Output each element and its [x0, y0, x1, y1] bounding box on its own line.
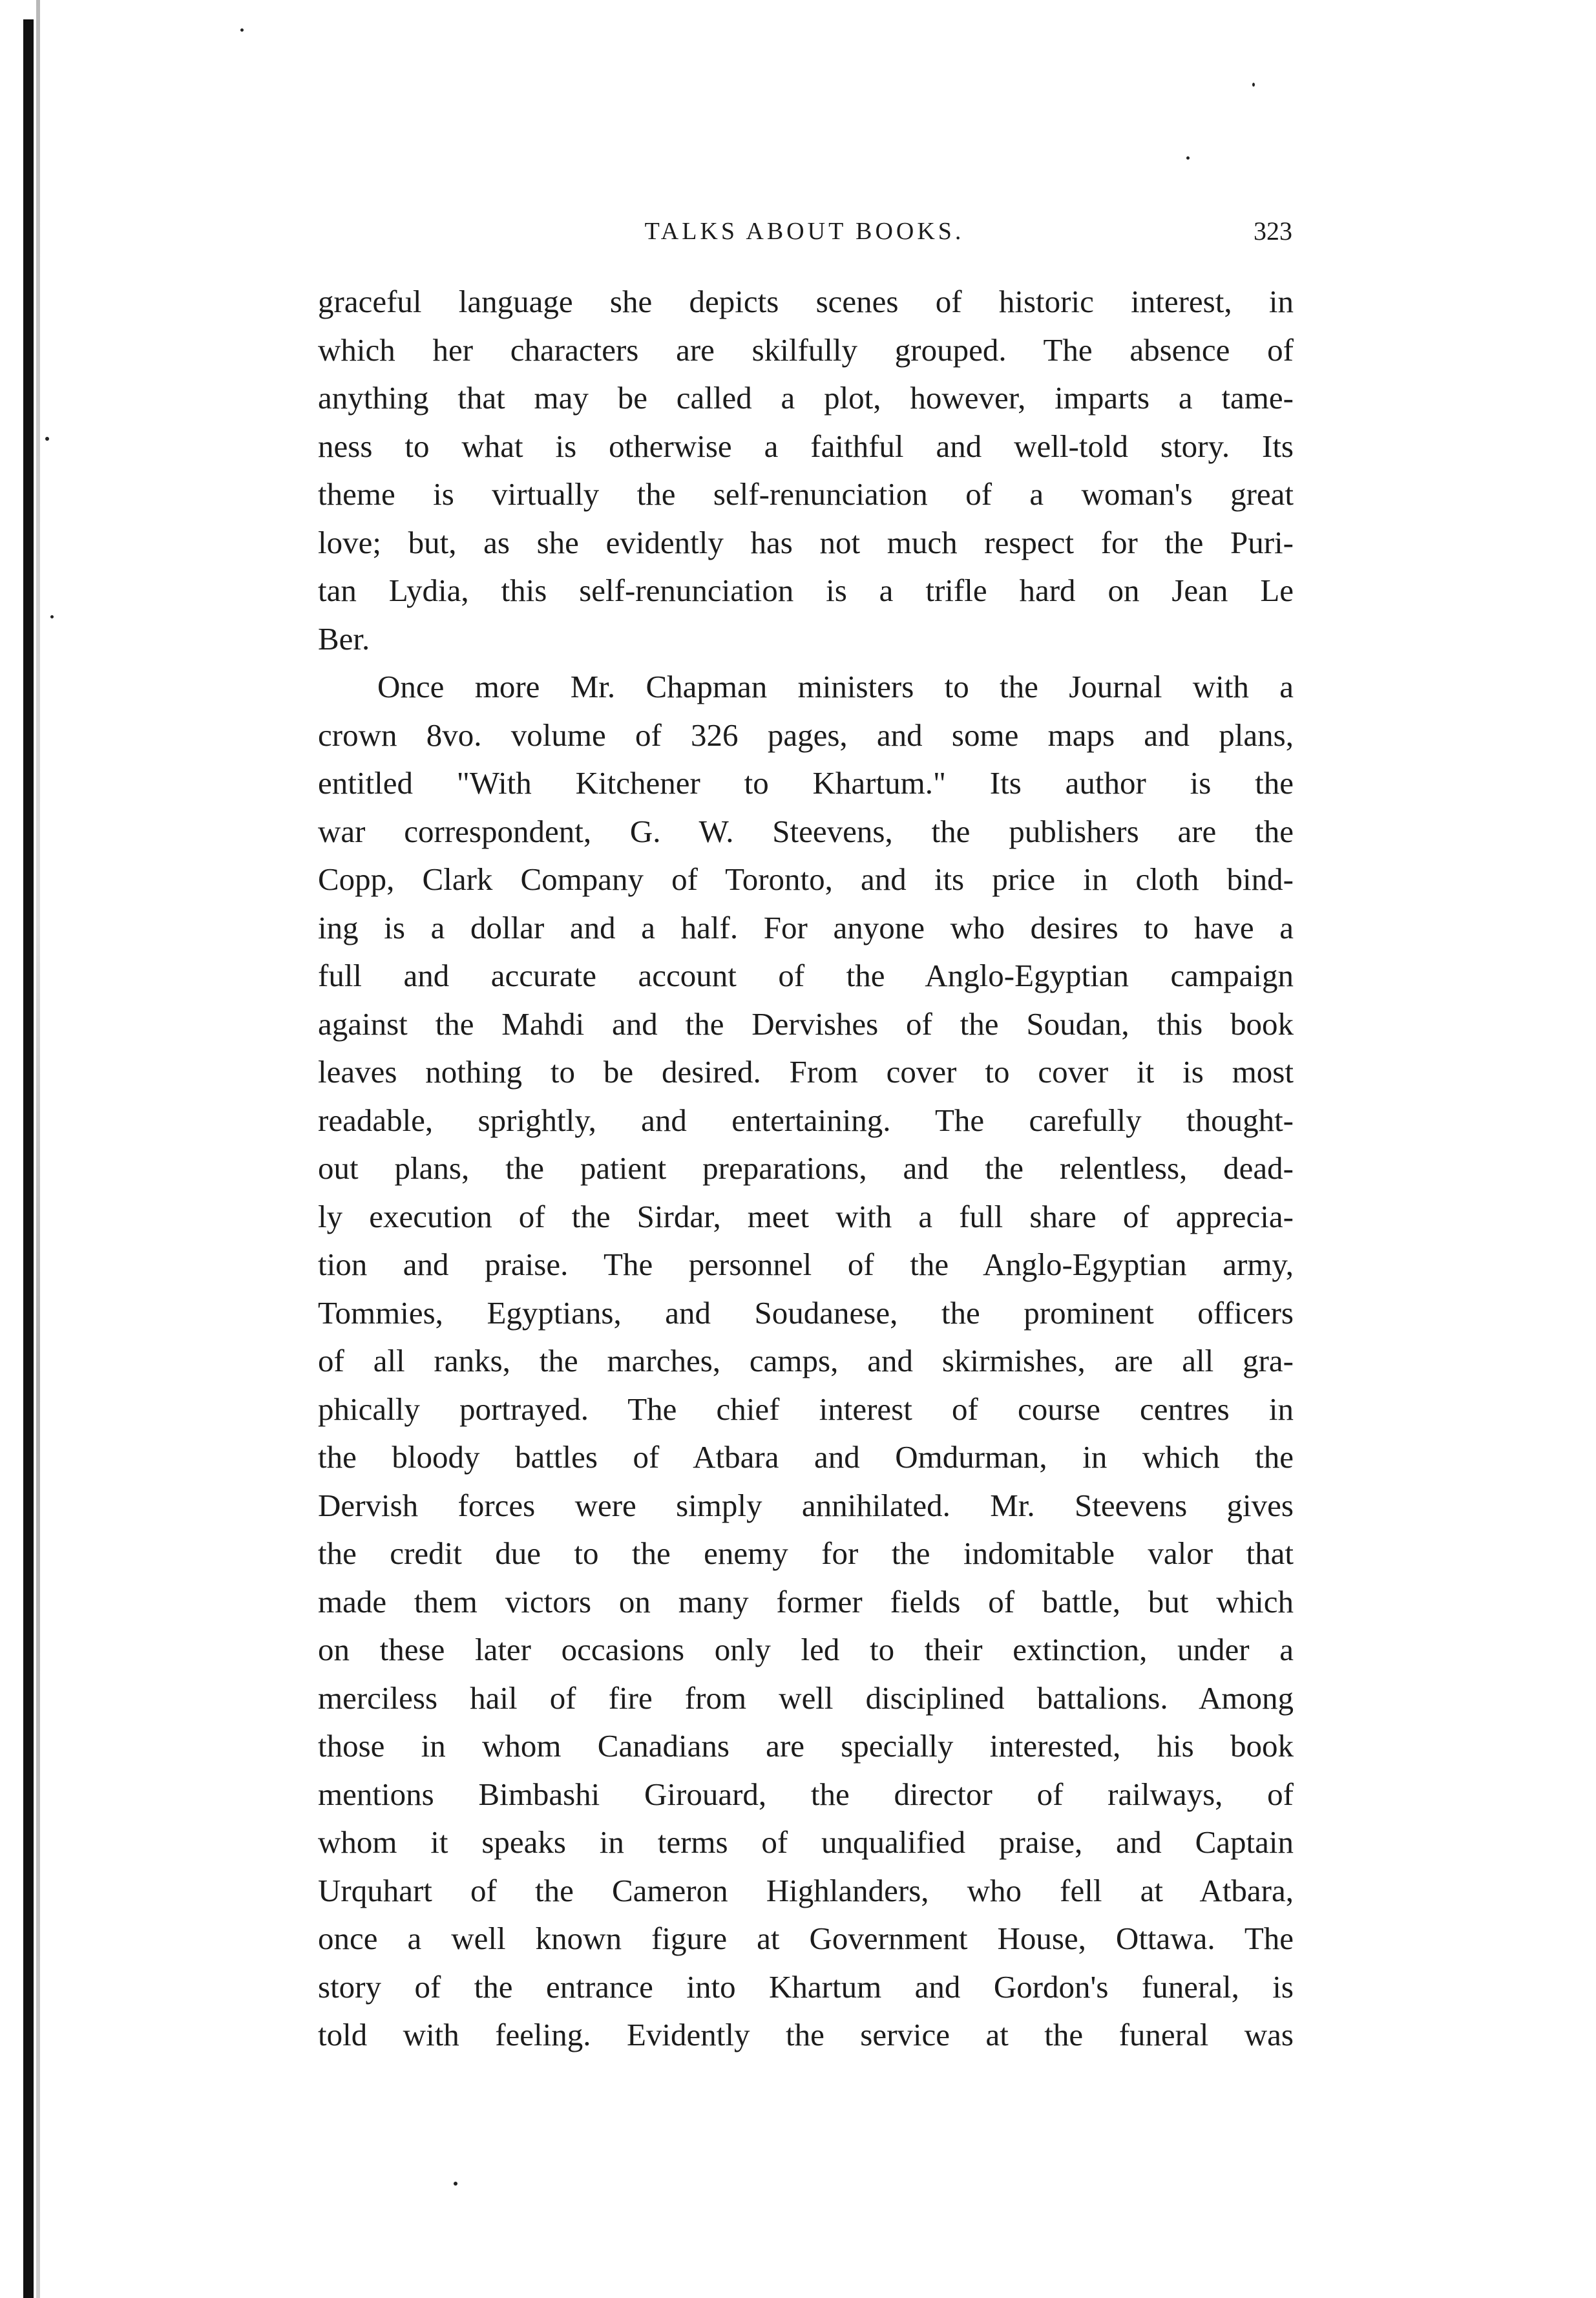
text-line: made them victors on many former fields of battle, but which	[318, 1583, 1294, 1619]
text-line: anything that may be called a plot, however, imparts a tame-	[318, 380, 1294, 416]
text-line: those in whom Canadians are specially interested, his book	[318, 1728, 1294, 1764]
text-line: the bloody battles of Atbara and Omdurman, in which the	[318, 1439, 1294, 1475]
text-line: whom it speaks in terms of unqualified praise, and Captain	[318, 1824, 1294, 1860]
speck-mark	[1252, 83, 1255, 87]
text-line: Copp, Clark Company of Toronto, and its price in cloth bind-	[318, 861, 1294, 897]
paragraph-end-line: Ber.	[318, 620, 370, 657]
text-line: which her characters are skilfully grouped. The absence of	[318, 332, 1294, 368]
text-line: war correspondent, G. W. Steevens, the publishers are the	[318, 813, 1294, 849]
text-line: phically portrayed. The chief interest of course centres in	[318, 1391, 1294, 1427]
text-line: ly execution of the Sirdar, meet with a full share of apprecia-	[318, 1198, 1294, 1234]
text-line: graceful language she depicts scenes of historic interest, in	[318, 284, 1294, 319]
running-title: TALKS ABOUT BOOKS.	[644, 218, 965, 245]
text-line: story of the entrance into Khartum and Gordon's funeral, is	[318, 1968, 1294, 2005]
text-line: against the Mahdi and the Dervishes of the Soudan, this book	[318, 1006, 1294, 1042]
binding-shadow	[36, 0, 40, 2298]
text-line: once a well known figure at Government House, Ottawa. The	[318, 1921, 1294, 1956]
text-line: mentions Bimbashi Girouard, the director of railways, of	[318, 1776, 1294, 1812]
text-line: told with feeling. Evidently the service at the funeral was	[318, 2017, 1294, 2052]
text-line: theme is virtually the self-renunciation of a woman's great	[318, 476, 1294, 512]
text-line: love; but, as she evidently has not much respect for the Puri-	[318, 524, 1294, 560]
text-line: on these later occasions only led to their extinction, under a	[318, 1632, 1294, 1667]
text-line: the credit due to the enemy for the indomitable valor that	[318, 1535, 1294, 1571]
text-line: tan Lydia, this self-renunciation is a trifle hard on Jean Le	[318, 573, 1294, 608]
paragraph-start-line: Once more Mr. Chapman ministers to the Journal with a	[377, 669, 1294, 704]
text-line: entitled "With Kitchener to Khartum." Its author is the	[318, 765, 1294, 801]
speck-mark	[45, 437, 49, 441]
speck-mark	[240, 28, 244, 32]
text-line: ing is a dollar and a half. For anyone who desires to have a	[318, 909, 1294, 945]
text-line: Tommies, Egyptians, and Soudanese, the prominent officers	[318, 1294, 1294, 1331]
text-line: Urquhart of the Cameron Highlanders, who fell at Atbara,	[318, 1872, 1294, 1908]
text-line: leaves nothing to be desired. From cover to cover it is most	[318, 1054, 1294, 1090]
text-line: full and accurate account of the Anglo-Egyptian campaign	[318, 958, 1294, 993]
text-line: crown 8vo. volume of 326 pages, and some maps and plans,	[318, 717, 1294, 753]
text-line: tion and praise. The personnel of the Anglo-Egyptian army,	[318, 1247, 1294, 1282]
text-line: ness to what is otherwise a faithful and well-told story. Its	[318, 428, 1294, 464]
binding-edge	[23, 19, 34, 2298]
body-text	[318, 278, 1294, 2060]
running-head	[317, 212, 1292, 251]
text-line: readable, sprightly, and entertaining. The carefully thought-	[318, 1102, 1294, 1138]
speck-mark	[1186, 156, 1190, 160]
speck-mark	[50, 615, 54, 618]
speck-mark	[454, 2182, 457, 2186]
text-line: merciless hail of fire from well disciplined battalions. Among	[318, 1680, 1294, 1716]
page-number: 323	[1254, 216, 1292, 246]
text-line: out plans, the patient preparations, and the relentless, dead-	[318, 1150, 1294, 1186]
text-line: of all ranks, the marches, camps, and skirmishes, are all gra-	[318, 1343, 1294, 1378]
text-line: Dervish forces were simply annihilated. Mr. Steevens gives	[318, 1487, 1294, 1523]
